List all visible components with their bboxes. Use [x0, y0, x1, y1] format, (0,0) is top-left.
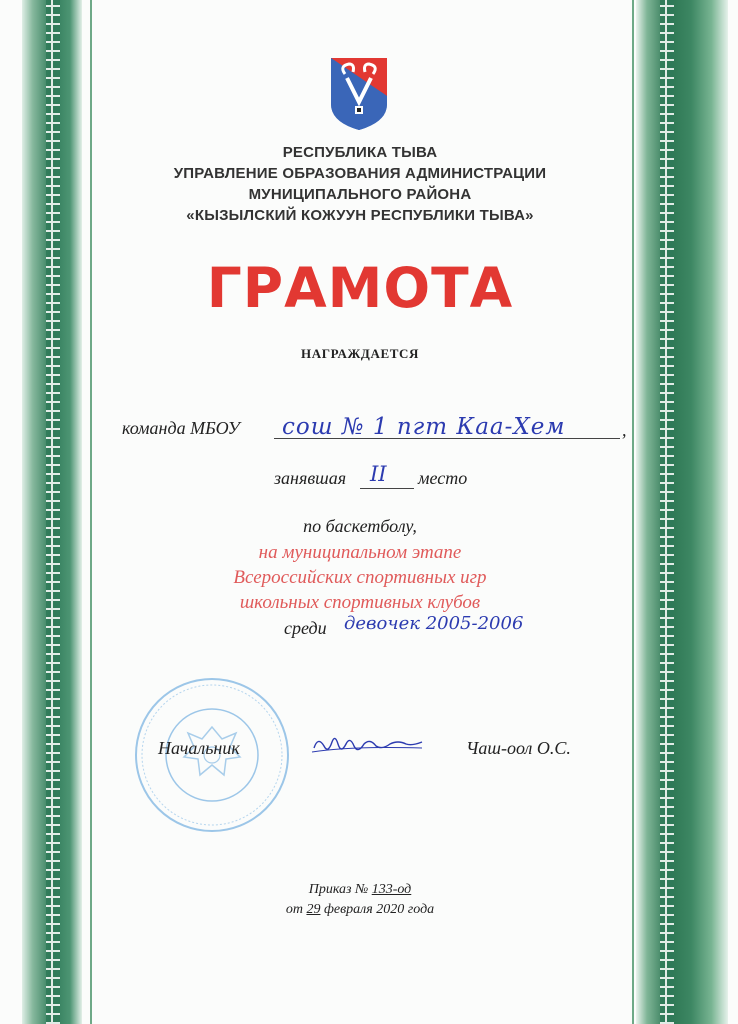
team-row: [122, 414, 632, 444]
place-label-after: место: [418, 468, 468, 488]
place-handwritten-value: II: [370, 462, 387, 486]
event-description: [100, 540, 620, 615]
among-handwritten-value: девочек 2005-2006: [344, 613, 524, 634]
place-underline: [360, 488, 414, 489]
among-row: [284, 614, 544, 642]
among-label: среди: [284, 618, 327, 638]
order-block: [100, 880, 620, 920]
header-line-4: «КЫЗЫЛСКИЙ КОЖУУН РЕСПУБЛИКИ ТЫВА»: [186, 207, 534, 224]
right-inner-line: [632, 0, 634, 1024]
order-prefix: Приказ №: [308, 882, 372, 897]
order-date-rest: февраля 2020 года: [320, 902, 435, 917]
place-row: [274, 464, 534, 492]
left-meander-ornament: [46, 0, 60, 1024]
order-date-prefix: от: [285, 902, 307, 917]
event-line-3: школьных спортивных клубов: [239, 592, 481, 613]
order-date-line: [100, 900, 620, 920]
team-handwritten-value: сош № 1 пгт Каа-Хем: [282, 414, 566, 440]
team-label: команда МБОУ: [122, 418, 240, 438]
coat-of-arms-icon: [329, 56, 389, 132]
signatory-name: Чаш-оол О.С.: [466, 738, 571, 758]
sport-line: по баскетболу,: [303, 516, 417, 536]
awarded-heading: НАГРАЖДАЕТСЯ: [301, 346, 419, 361]
event-line-1: на муниципальном этапе: [258, 542, 462, 563]
event-line-2: Всероссийских спортивных игр: [233, 567, 487, 588]
certificate-title: ГРАМОТА: [206, 256, 514, 320]
left-inner-line: [90, 0, 92, 1024]
order-number-line: [100, 880, 620, 900]
issuer-header: [100, 142, 620, 226]
header-line-3: МУНИЦИПАЛЬНОГО РАЙОНА: [248, 186, 472, 203]
header-line-1: РЕСПУБЛИКА ТЫВА: [282, 144, 438, 161]
signature-icon: [308, 730, 428, 760]
place-label-before: занявшая: [274, 468, 347, 488]
header-line-2: УПРАВЛЕНИЕ ОБРАЗОВАНИЯ АДМИНИСТРАЦИИ: [173, 165, 547, 182]
order-day: 29: [306, 902, 321, 917]
team-comma: ,: [622, 420, 627, 440]
order-number: 133-од: [371, 882, 412, 897]
right-decorative-border: [636, 0, 728, 1024]
right-meander-ornament: [660, 0, 674, 1024]
signatory-position: Начальник: [158, 738, 240, 758]
